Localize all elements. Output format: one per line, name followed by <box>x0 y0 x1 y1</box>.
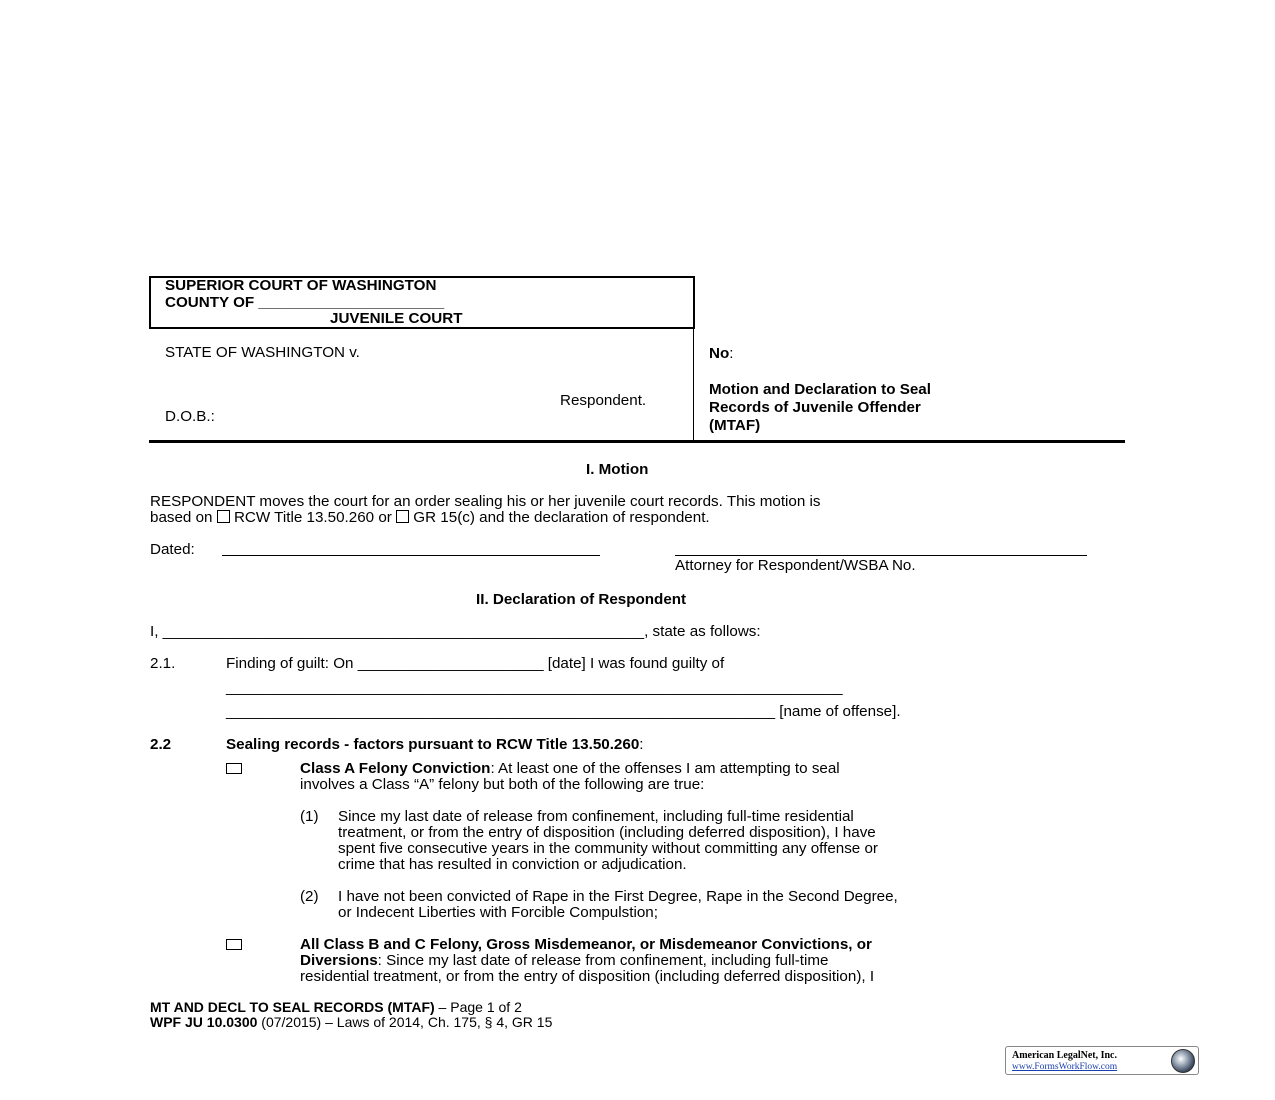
gr15-option-label: GR 15(c) and the declaration of respondent. <box>413 509 710 526</box>
form-title-line3: (MTAF) <box>709 417 761 434</box>
motion-text-line2: based on RCW Title 13.50.260 or GR 15(c) and the declaration of respondent. <box>150 509 710 526</box>
logo-url-link[interactable]: www.FormsWorkFlow.com <box>1012 1062 1118 1072</box>
gr15-checkbox[interactable] <box>396 510 409 523</box>
attorney-signature-line[interactable] <box>675 555 1087 556</box>
case-number-label: No <box>709 345 730 362</box>
attorney-label: Attorney for Respondent/WSBA No. <box>675 557 916 574</box>
sub-item-1-line1: Since my last date of release from confinement, including full-time residential <box>338 808 854 825</box>
logo-company-name: American LegalNet, Inc. <box>1012 1050 1117 1061</box>
sub-item-1-line4: crime that has resulted in conviction or adjudication. <box>338 856 687 873</box>
class-b-c-line2: Diversions: Since my last date of release from confinement, including full-time <box>300 952 829 969</box>
sub-item-2-line2: or Indecent Liberties with Forcible Compulstion; <box>338 904 658 921</box>
respondent-label: Respondent. <box>560 392 647 409</box>
offense-line-2[interactable]: _________________________________________________________________ [name of offense]. <box>226 703 901 720</box>
sub-item-1-line3: spent five consecutive years in the community without committing any offense or <box>338 840 878 857</box>
footer-line2: WPF JU 10.0300 (07/2015) – Laws of 2014, Ch. 175, § 4, GR 15 <box>150 1014 553 1030</box>
sub-item-2-line1: I have not been convicted of Rape in the First Degree, Rape in the Second Degree, <box>338 888 898 905</box>
item-2-1-number: 2.1. <box>150 655 176 672</box>
motion-text-line1: RESPONDENT moves the court for an order sealing his or her juvenile court records. This motion is <box>150 493 821 510</box>
class-b-c-line3: residential treatment, or from the entry of disposition (including deferred disposition), I <box>300 968 875 985</box>
class-a-checkbox[interactable] <box>226 763 242 774</box>
section-motion-heading: I. Motion <box>586 461 649 478</box>
juvenile-court-line: JUVENILE COURT <box>330 310 463 327</box>
dob-label: D.O.B.: <box>165 408 215 425</box>
sealing-factors-heading: Sealing records - factors pursuant to RCW Title 13.50.260: <box>226 736 644 753</box>
form-title-line2: Records of Juvenile Offender <box>709 399 921 416</box>
footer-line1: MT AND DECL TO SEAL RECORDS (MTAF) – Page 1 of 2 <box>150 999 522 1015</box>
declarant-line[interactable]: I, _________________________________________________________, state as follows: <box>150 623 761 640</box>
offense-line-1[interactable]: _________________________________________________________________________ <box>226 679 843 696</box>
form-title-line1: Motion and Declaration to Seal <box>709 381 931 398</box>
finding-of-guilt-line[interactable]: Finding of guilt: On ______________________ [date] I was found guilty of <box>226 655 725 672</box>
globe-icon <box>1171 1049 1195 1073</box>
class-a-line1: Class A Felony Conviction: At least one of the offenses I am attempting to seal <box>300 760 840 777</box>
dated-label: Dated: <box>150 541 195 558</box>
rcw-option-label: RCW Title 13.50.260 or <box>233 509 392 526</box>
county-line: COUNTY OF ______________________ <box>165 294 445 311</box>
caption-divider-vertical <box>693 276 694 441</box>
caption-divider-horizontal <box>149 440 1125 443</box>
american-legalnet-logo[interactable] <box>1005 1046 1199 1075</box>
sub-item-1-number: (1) <box>300 808 319 825</box>
sub-item-2-number: (2) <box>300 888 319 905</box>
item-2-2-number: 2.2 <box>150 736 172 753</box>
sub-item-1-line2: treatment, or from the entry of disposition (including deferred disposition), I have <box>338 824 876 841</box>
court-name-line1: SUPERIOR COURT OF WASHINGTON <box>165 277 437 294</box>
rcw-checkbox[interactable] <box>217 510 230 523</box>
case-number-field[interactable]: No: <box>709 345 734 362</box>
class-b-c-line1: All Class B and C Felony, Gross Misdemeanor, or Misdemeanor Convictions, or <box>300 936 872 953</box>
section-declaration-heading: II. Declaration of Respondent <box>476 591 687 608</box>
state-line: STATE OF WASHINGTON v. <box>165 344 360 361</box>
class-a-line2: involves a Class “A” felony but both of the following are true: <box>300 776 705 793</box>
dated-input-line[interactable] <box>222 555 600 556</box>
class-b-c-checkbox[interactable] <box>226 939 242 950</box>
